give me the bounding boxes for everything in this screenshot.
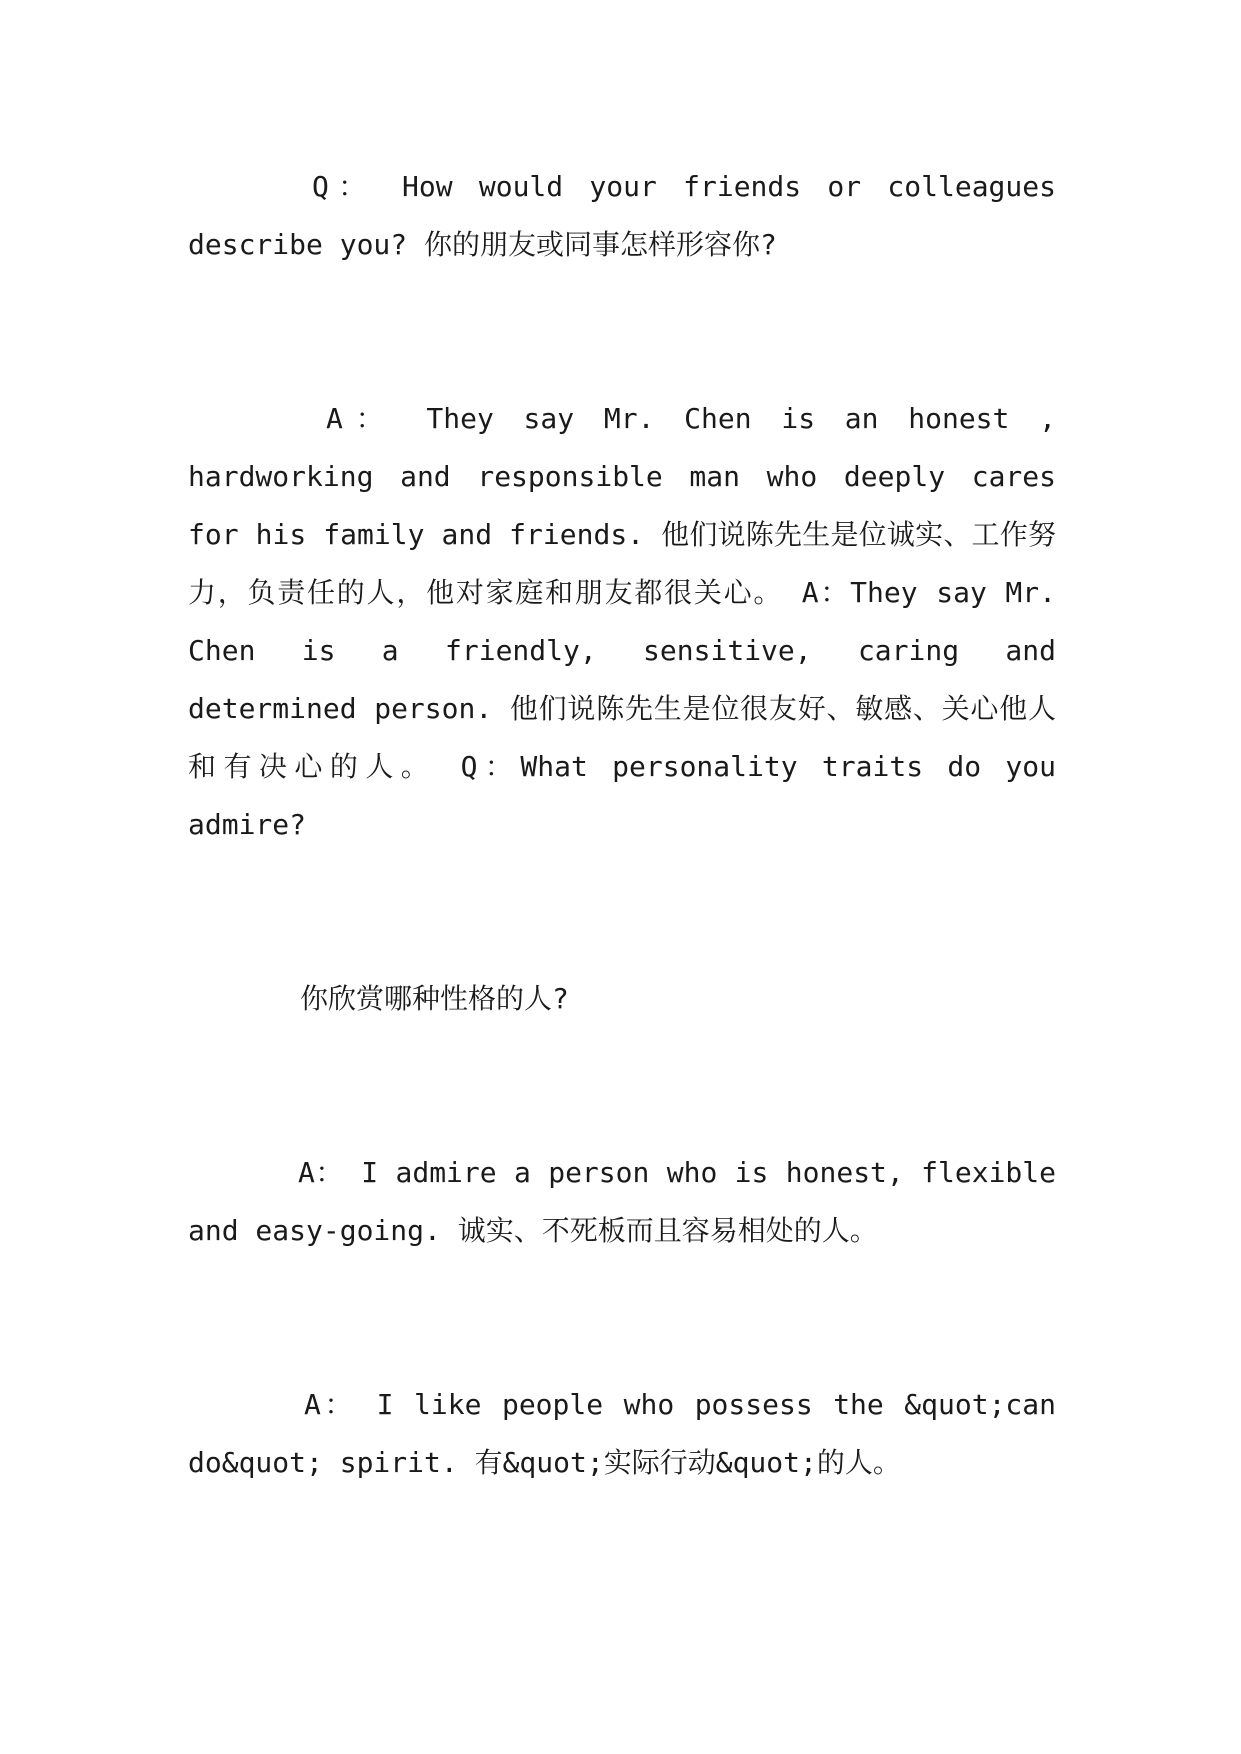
paragraph-answer-admire-honest xyxy=(188,1144,1056,1260)
paragraph-answer-can-do xyxy=(188,1376,1056,1492)
paragraph-text: Q： How would your friends or colleagues describe you? 你的朋友或同事怎样形容你? xyxy=(188,170,1056,261)
paragraph-question-admire-chinese xyxy=(188,970,1056,1028)
paragraph-text: A： I like people who possess the &quot;can do&quot; spirit. 有&quot;实际行动&quot;的人。 xyxy=(188,1388,1056,1479)
paragraph-text: 你欣赏哪种性格的人? xyxy=(300,982,569,1015)
paragraph-text: A： I admire a person who is honest, flexible and easy-going. 诚实、不死板而且容易相处的人。 xyxy=(188,1156,1056,1247)
paragraph-question-friends-describe xyxy=(188,158,1056,274)
paragraph-answer-traits xyxy=(188,390,1056,854)
paragraph-text: A： They say Mr. Chen is an honest , hardworking and responsible man who deeply cares for his family and friends. 他们说陈先生是位诚实、工作努力，负责任的人，他对家庭和朋友都很关心。 A：They say Mr. Chen is a friendly, sensitive, caring and determined person. 他们说陈先生是位很友好、敏感、关心他人和有决心的人。 Q：What personality traits do you admire? xyxy=(188,402,1056,841)
